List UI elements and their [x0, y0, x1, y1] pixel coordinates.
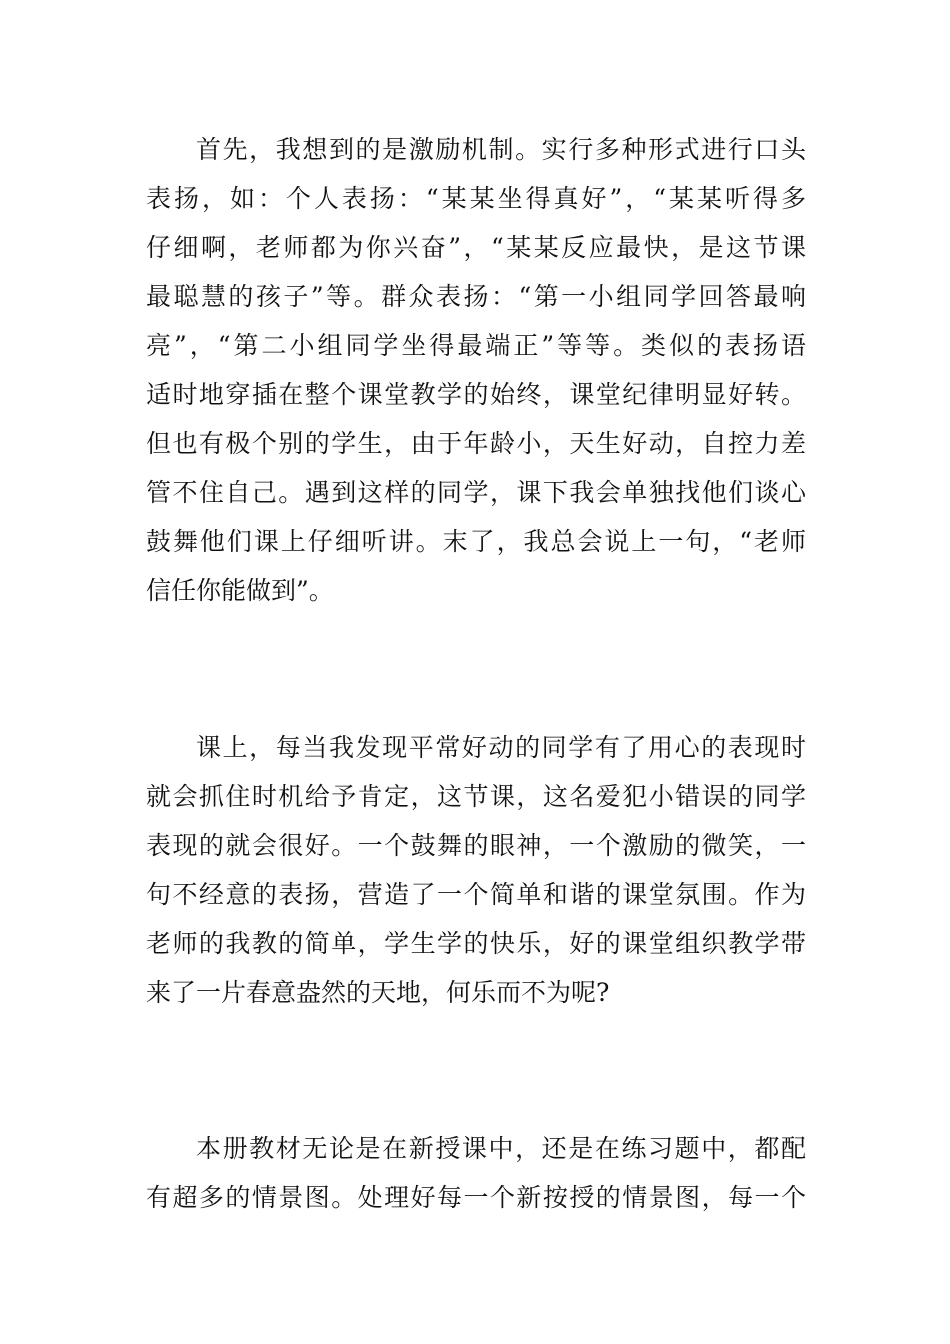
text-line: 来了一片春意盎然的天地，何乐而不为呢? [146, 978, 610, 1007]
text-line: 有超多的情景图。处理好每一个新按授的情景图，每一个 [146, 1183, 806, 1212]
text-line: 老师的我教的简单，学生学的快乐，好的课堂组织教学带 [146, 929, 806, 958]
text-line: 但也有极个别的学生，由于年龄小，天生好动，自控力差 [146, 429, 806, 458]
text-line: 课上，每当我发现平常好动的同学有了用心的表现时 [196, 733, 806, 762]
text-line: 仔细啊，老师都为你兴奋”，“某某反应最快，是这节课 [146, 233, 806, 262]
text-line: 本册教材无论是在新授课中，还是在练习题中，都配 [196, 1134, 806, 1163]
text-line: 管不住自己。遇到这样的同学，课下我会单独找他们谈心 [146, 478, 806, 507]
text-line: 最聪慧的孩子”等。群众表扬：“第一小组同学回答最响 [146, 282, 806, 311]
text-line: 表扬，如：个人表扬：“某某坐得真好”，“某某听得多 [146, 184, 806, 213]
text-line: 句不经意的表扬，营造了一个简单和谐的课堂氛围。作为 [146, 880, 806, 909]
text-line: 鼓舞他们课上仔细听讲。末了，我总会说上一句，“老师 [146, 527, 806, 556]
text-line: 亮”，“第二小组同学坐得最端正”等等。类似的表扬语 [146, 331, 806, 360]
text-line: 就会抓住时机给予肯定，这节课，这名爱犯小错误的同学 [146, 782, 806, 811]
text-line: 信任你能做到”。 [146, 576, 334, 605]
text-line: 首先，我想到的是激励机制。实行多种形式进行口头 [196, 135, 806, 164]
text-line: 表现的就会很好。一个鼓舞的眼神，一个激励的微笑，一 [146, 831, 806, 860]
text-line: 适时地穿插在整个课堂教学的始终，课堂纪律明显好转。 [146, 380, 806, 409]
